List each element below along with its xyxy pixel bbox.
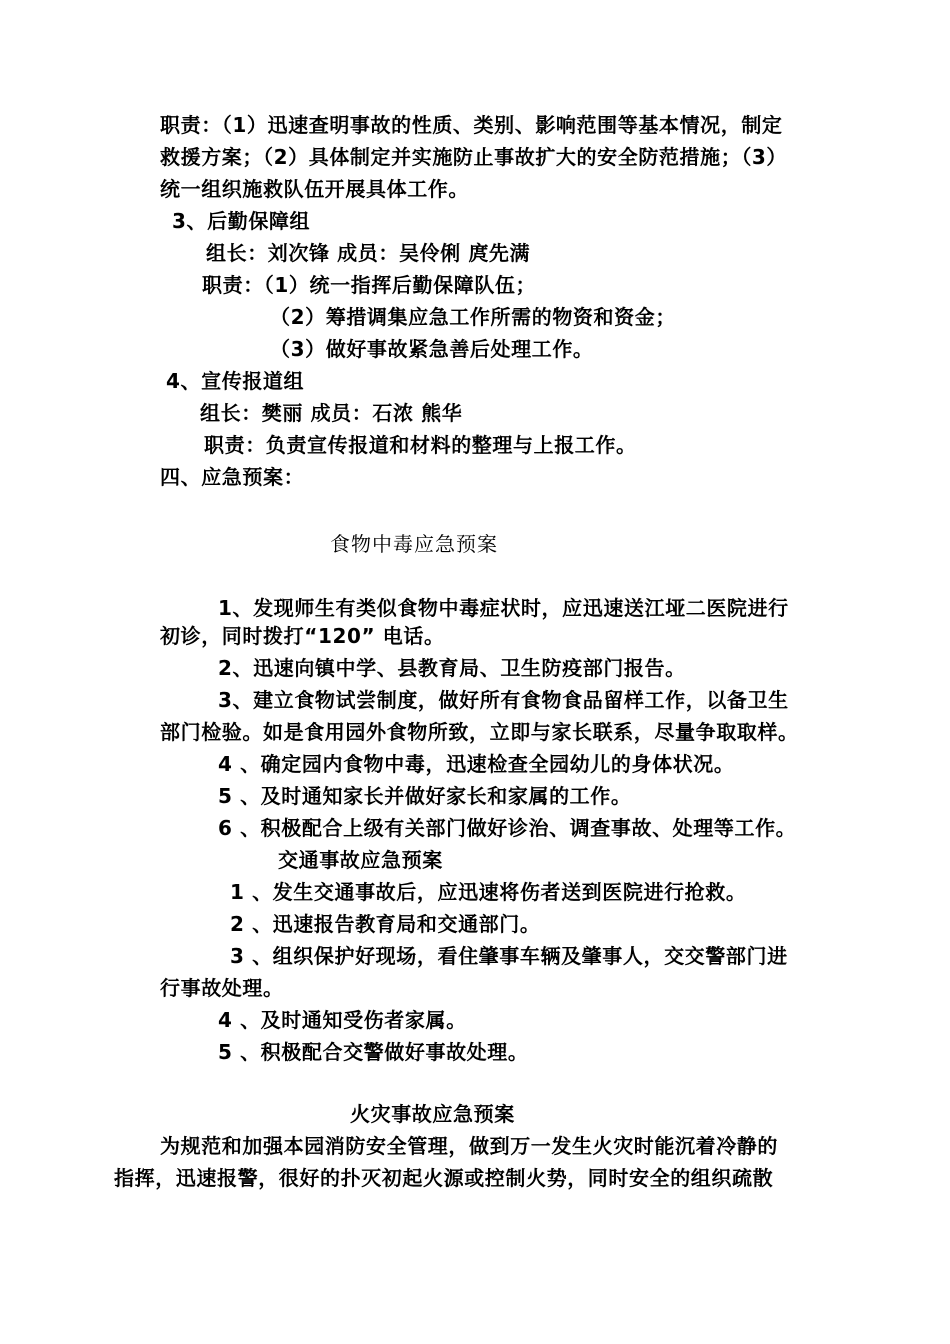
text-line: 职责：负责宣传报道和材料的整理与上报工作。 [204,433,637,457]
text-line: 4、宣传报道组 [166,369,305,393]
text-line: 6 、积极配合上级有关部门做好诊治、调查事故、处理等工作。 [218,816,797,840]
text-line: 职责：（1）迅速查明事故的性质、类别、影响范围等基本情况，制定 [160,113,783,137]
text-line: 为规范和加强本园消防安全管理，做到万一发生火灾时能沉着冷静的 [160,1134,778,1158]
text-line: 组长：刘次锋 成员：吴伶俐 庹先满 [206,241,531,265]
text-line: （3）做好事故紧急善后处理工作。 [270,337,594,361]
text-line: 救援方案；（2）具体制定并实施防止事故扩大的安全防范措施；（3） [160,145,788,169]
text-line: 部门检验。如是食用园外食物所致，立即与家长联系，尽量争取取样。 [160,720,799,744]
text-line: 四、应急预案： [160,465,305,489]
text-line: 4 、确定园内食物中毒，迅速检查全园幼儿的身体状况。 [218,752,735,776]
text-line: 5 、及时通知家长并做好家长和家属的工作。 [218,784,632,808]
text-line: 1 、发生交通事故后，应迅速将伤者送到医院进行抢救。 [230,880,747,904]
text-line: 初诊，同时拨打“120” 电话。 [160,624,445,648]
text-line: 1、发现师生有类似食物中毒症状时，应迅速送江垭二医院进行 [218,596,789,620]
text-line: 食物中毒应急预案 [330,532,498,556]
text-line: 4 、及时通知受伤者家属。 [218,1008,467,1032]
text-line: 统一组织施救队伍开展具体工作。 [160,177,469,201]
text-line: 3、后勤保障组 [172,209,311,233]
text-line: 交通事故应急预案 [278,848,443,872]
text-line: 3 、组织保护好现场，看住肇事车辆及肇事人，交交警部门进 [230,944,788,968]
text-line: 行事故处理。 [160,976,284,1000]
text-line: 火灾事故应急预案 [350,1102,515,1126]
text-line: 5 、积极配合交警做好事故处理。 [218,1040,529,1064]
text-line: 2、迅速向镇中学、县教育局、卫生防疫部门报告。 [218,656,686,680]
text-line: 3、建立食物试尝制度，做好所有食物食品留样工作，以备卫生 [218,688,789,712]
text-line: 指挥，迅速报警，很好的扑灭初起火源或控制火势，同时安全的组织疏散 [114,1166,774,1190]
text-line: 2 、迅速报告教育局和交通部门。 [230,912,541,936]
text-line: （2）筹措调集应急工作所需的物资和资金； [270,305,676,329]
text-line: 组长：樊丽 成员：石浓 熊华 [200,401,463,425]
text-line: 职责：（1）统一指挥后勤保障队伍； [202,273,537,297]
